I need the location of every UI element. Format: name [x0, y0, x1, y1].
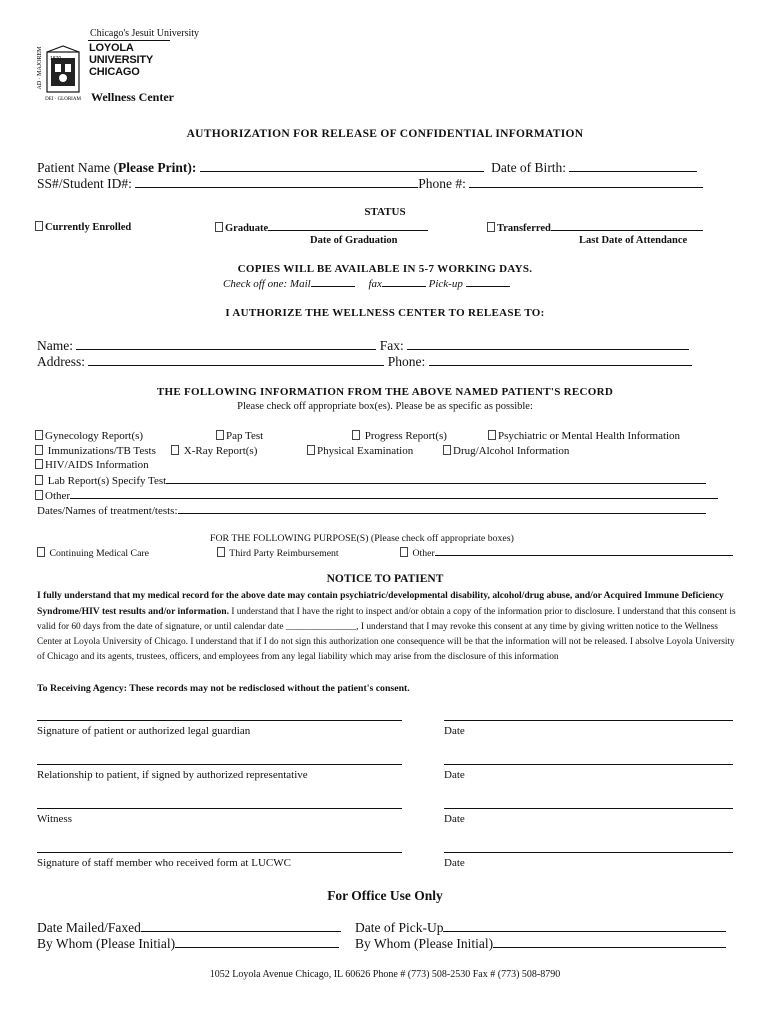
signature-line[interactable]: [37, 720, 402, 721]
tagline-rule: [88, 40, 170, 41]
date-line[interactable]: [444, 852, 733, 853]
date-line[interactable]: [444, 720, 733, 721]
info-heading: THE FOLLOWING INFORMATION FROM THE ABOVE NAMED PATIENT'S RECORD: [156, 386, 614, 398]
notice-heading: NOTICE TO PATIENT: [326, 573, 444, 585]
checkbox[interactable]: [35, 459, 43, 469]
record-physical[interactable]: Physical Examination: [307, 445, 413, 457]
recipient-address-row: Address: Phone:: [37, 354, 692, 370]
date-mailed-row: Date Mailed/Faxed: [37, 920, 341, 936]
by-whom-left-field[interactable]: [175, 936, 339, 948]
notice-body: [37, 588, 737, 665]
date-of-graduation-label: Date of Graduation: [310, 235, 398, 246]
purpose-heading: FOR THE FOLLOWING PURPOSE(S) (Please check off appropriate boxes): [210, 533, 514, 544]
checkbox[interactable]: [488, 430, 496, 440]
checkbox[interactable]: [215, 222, 223, 232]
record-drug[interactable]: Drug/Alcohol Information: [443, 445, 569, 457]
department-name: Wellness Center: [91, 90, 174, 104]
date-mailed-field[interactable]: [141, 920, 341, 932]
record-xray[interactable]: X-Ray Report(s): [171, 445, 257, 457]
svg-text:AD · MAJOREM: AD · MAJOREM: [37, 46, 43, 90]
checkbox[interactable]: [352, 430, 360, 440]
status-heading: STATUS: [364, 206, 406, 218]
patient-name-row: Patient Name (Please Print): Date of Birth:: [37, 160, 697, 176]
checkbox[interactable]: [400, 547, 408, 557]
recipient-address-field[interactable]: [88, 354, 384, 366]
office-use-heading: For Office Use Only: [327, 888, 443, 903]
svg-text:1870: 1870: [50, 56, 62, 62]
last-attendance-field[interactable]: [551, 221, 703, 231]
copies-notice: COPIES WILL BE AVAILABLE IN 5-7 WORKING DAYS.: [237, 263, 533, 275]
footer-address: 1052 Loyola Avenue Chicago, IL 60626 Phone # (773) 508-2530 Fax # (773) 508-8790: [209, 969, 561, 980]
dates-names-field[interactable]: [178, 504, 706, 514]
checkbox[interactable]: [216, 430, 224, 440]
record-lab[interactable]: Lab Report(s) Specify Test: [35, 474, 706, 487]
date-line[interactable]: [444, 808, 733, 809]
lab-test-field[interactable]: [166, 474, 706, 484]
purpose-other-field[interactable]: [435, 547, 733, 556]
date-line[interactable]: [444, 764, 733, 765]
record-progress[interactable]: Progress Report(s): [352, 430, 447, 442]
ssn-row: SS#/Student ID#: Phone #:: [37, 176, 703, 192]
recipient-name-field[interactable]: [76, 338, 376, 350]
university-seal: [38, 28, 88, 102]
by-whom-left-row: By Whom (Please Initial): [37, 936, 339, 952]
info-subheading: Please check off appropriate box(es). Please be as specific as possible:: [237, 401, 533, 412]
checkbox[interactable]: [35, 430, 43, 440]
checkbox[interactable]: [35, 490, 43, 500]
other-record-field[interactable]: [70, 489, 718, 499]
checkbox[interactable]: [307, 445, 315, 455]
phone-field[interactable]: [469, 176, 703, 188]
checkbox[interactable]: [487, 222, 495, 232]
delivery-options: Check off one: Mail fax Pick-up: [223, 277, 510, 290]
checkbox[interactable]: [37, 547, 45, 557]
purpose-other[interactable]: Other: [400, 547, 733, 559]
checkbox[interactable]: [217, 547, 225, 557]
checkbox[interactable]: [171, 445, 179, 455]
form-title: AUTHORIZATION FOR RELEASE OF CONFIDENTIAL INFORMATION: [186, 128, 584, 140]
record-gyn[interactable]: Gynecology Report(s): [35, 430, 143, 442]
mail-option[interactable]: [311, 277, 355, 287]
authorize-heading: I AUTHORIZE THE WELLNESS CENTER TO RELEASE TO:: [225, 307, 545, 319]
record-pap[interactable]: Pap Test: [216, 430, 263, 442]
status-graduate[interactable]: Graduate: [215, 221, 428, 234]
date-label: Date: [444, 857, 465, 869]
checkbox[interactable]: [35, 445, 43, 455]
record-immun[interactable]: Immunizations/TB Tests: [35, 445, 156, 457]
by-whom-right-field[interactable]: [493, 936, 726, 948]
purpose-third[interactable]: Third Party Reimbursement: [217, 547, 339, 559]
patient-name-field[interactable]: [200, 160, 484, 172]
record-psych[interactable]: Psychiatric or Mental Health Information: [488, 430, 680, 442]
date-label: Date: [444, 769, 465, 781]
fax-option[interactable]: [382, 277, 426, 287]
university-name: LOYOLA UNIVERSITY CHICAGO: [89, 42, 154, 78]
recipient-fax-field[interactable]: [407, 338, 689, 350]
relationship-line[interactable]: [37, 764, 402, 765]
by-whom-right-row: By Whom (Please Initial): [355, 936, 726, 952]
recipient-name-row: Name: Fax:: [37, 338, 689, 354]
last-attendance-label: Last Date of Attendance: [579, 235, 688, 246]
staff-signature-label: Signature of staff member who received form at LUCWC: [37, 857, 291, 869]
checkbox[interactable]: [35, 475, 43, 485]
purpose-cme[interactable]: Continuing Medical Care: [37, 547, 149, 559]
notice-bold: I fully understand that my medical record for the above date may contain psychiatric/developmental disability, alcohol/drug abuse, and/or Acquired Immune Deficiency Syndrome/HIV test results and/or information.: [37, 590, 724, 617]
record-hiv[interactable]: HIV/AIDS Information: [35, 459, 149, 471]
date-pickup-field[interactable]: [443, 920, 726, 932]
notice-text: I understand that I have the right to inspect and/or obtain a copy of the information prior to disclosure. I understand that this consent is valid for 60 days from the date of signature, or until calendar date _______________, I understand that I may revoke this consent at any time by giving written notice to the Wellness Center at Loyola University of Chicago. I understand that if I do not sign this authorization one consequence will be that the information will not be released. I absolve Loyola University of Chicago and its agents, trustees, officers, and employees from any legal liability which may arise from the disclosure of this information: [37, 607, 736, 662]
witness-line[interactable]: [37, 808, 402, 809]
date-label: Date: [444, 813, 465, 825]
tagline: Chicago's Jesuit University: [90, 28, 200, 39]
ssn-field[interactable]: [135, 176, 418, 188]
witness-label: Witness: [37, 813, 72, 825]
graduation-date-field[interactable]: [268, 221, 428, 231]
status-transferred[interactable]: Transferred: [487, 221, 703, 234]
relationship-label: Relationship to patient, if signed by authorized representative: [37, 769, 308, 781]
record-other[interactable]: Other: [35, 489, 718, 502]
date-pickup-row: Date of Pick-Up: [355, 920, 726, 936]
svg-text:DEI · GLORIAM: DEI · GLORIAM: [45, 97, 81, 102]
dob-field[interactable]: [569, 160, 697, 172]
checkbox[interactable]: [35, 221, 43, 231]
signature-label: Signature of patient or authorized legal guardian: [37, 725, 251, 737]
dates-names-row: Dates/Names of treatment/tests:: [37, 504, 706, 517]
date-label: Date: [444, 725, 465, 737]
recipient-phone-field[interactable]: [429, 354, 692, 366]
status-enrolled[interactable]: Currently Enrolled: [35, 221, 131, 233]
receiving-agency-note: To Receiving Agency: These records may not be redisclosed without the patient's consent.: [37, 683, 410, 694]
staff-signature-line[interactable]: [37, 852, 402, 853]
checkbox[interactable]: [443, 445, 451, 455]
pickup-option[interactable]: [466, 277, 510, 287]
